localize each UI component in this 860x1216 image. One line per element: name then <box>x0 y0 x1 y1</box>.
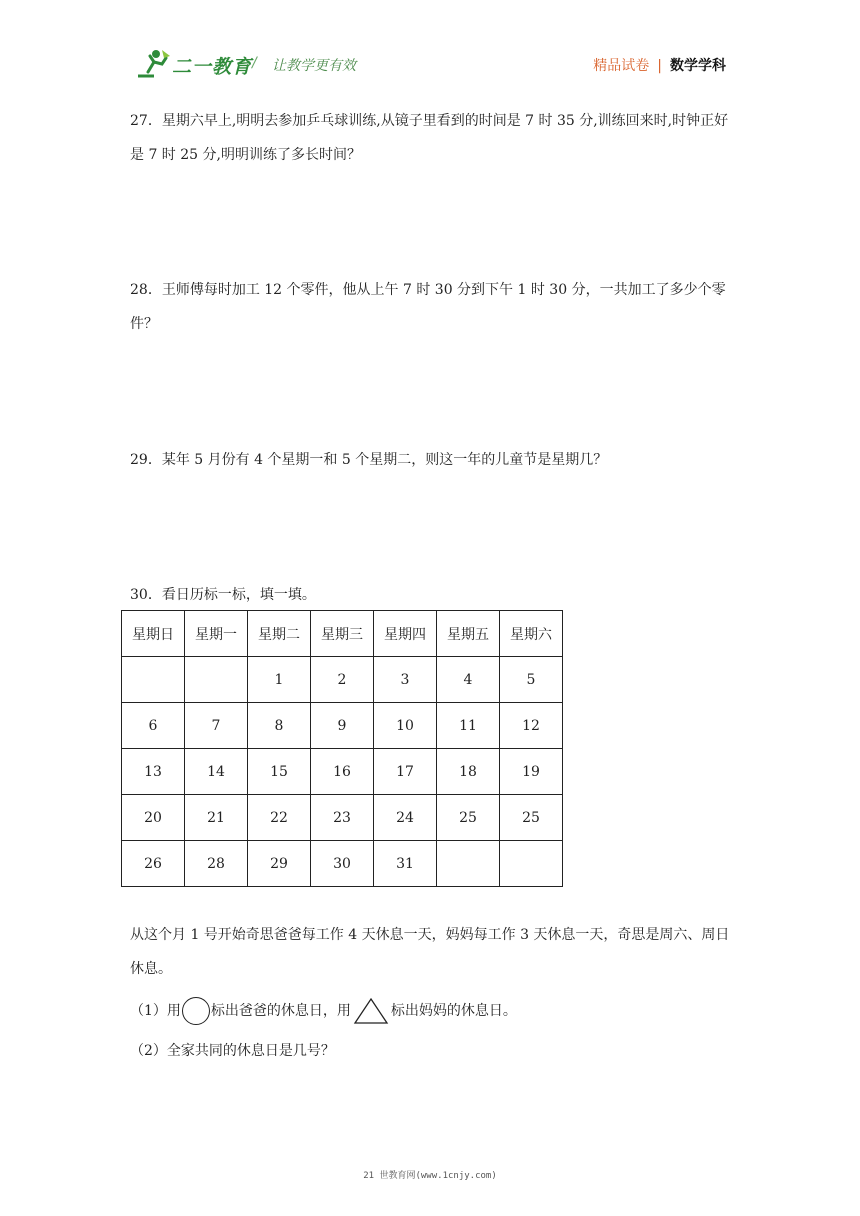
calendar-day-cell: 30 <box>311 841 374 887</box>
calendar-day-cell: 11 <box>437 703 500 749</box>
header-separator: | <box>657 58 662 74</box>
calendar-day-cell <box>122 657 185 703</box>
weekday-header: 星期二 <box>248 611 311 657</box>
calendar-week-row <box>122 841 563 887</box>
calendar-day-cell: 25 <box>437 795 500 841</box>
q30-part1-middle: 标出爸爸的休息日，用 <box>210 1003 351 1019</box>
calendar-day-cell: 19 <box>500 749 563 795</box>
calendar-day-cell: 15 <box>248 749 311 795</box>
q30-part1 <box>130 996 517 1026</box>
weekday-header: 星期三 <box>311 611 374 657</box>
calendar-day-cell: 2 <box>311 657 374 703</box>
question-27: 27．星期六早上,明明去参加乒乓球训练,从镜子里看到的时间是 7 时 35 分,训练回来时,时钟正好是 7 时 25 分,明明训练了多长时间？ <box>130 113 729 163</box>
calendar-day-cell: 29 <box>248 841 311 887</box>
header-slogan: 让教学更有效 <box>272 58 356 74</box>
calendar-day-cell: 20 <box>122 795 185 841</box>
calendar-table <box>121 610 563 887</box>
calendar-day-cell: 6 <box>122 703 185 749</box>
calendar-day-cell: 9 <box>311 703 374 749</box>
q30-part1-prefix: （1）用 <box>130 1003 181 1019</box>
calendar-week-row <box>122 749 563 795</box>
question-28: 28．王师傅每时加工 12 个零件，他从上午 7 时 30 分到下午 1 时 30 分，一共加工了多少个零件？ <box>130 282 726 332</box>
calendar-day-cell: 26 <box>122 841 185 887</box>
header-label-quality: 精品试卷 <box>593 58 650 74</box>
question-29: 29．某年 5 月份有 4 个星期一和 5 个星期二，则这一年的儿童节是星期几？ <box>130 452 608 468</box>
weekday-header: 星期日 <box>122 611 185 657</box>
calendar-day-cell: 21 <box>185 795 248 841</box>
header-right <box>593 55 726 75</box>
calendar-day-cell: 24 <box>374 795 437 841</box>
calendar-day-cell: 8 <box>248 703 311 749</box>
header-label-subject: 数学学科 <box>670 58 726 74</box>
calendar-day-cell: 14 <box>185 749 248 795</box>
calendar-day-cell: 1 <box>248 657 311 703</box>
weekday-header: 星期五 <box>437 611 500 657</box>
triangle-mark-icon <box>353 997 389 1025</box>
header-slash: / <box>252 55 257 71</box>
calendar-week-row <box>122 795 563 841</box>
calendar-day-cell: 10 <box>374 703 437 749</box>
calendar-day-cell: 7 <box>185 703 248 749</box>
q30-description: 从这个月 1 号开始奇思爸爸每工作 4 天休息一天，妈妈每工作 3 天休息一天，奇思是周六、周日休息。 <box>130 927 730 977</box>
calendar-day-cell: 25 <box>500 795 563 841</box>
page-footer: 21 世教育网(www.1cnjy.com) <box>363 1171 497 1181</box>
calendar-day-cell <box>185 657 248 703</box>
calendar-day-cell <box>500 841 563 887</box>
calendar-day-cell: 12 <box>500 703 563 749</box>
calendar-day-cell: 16 <box>311 749 374 795</box>
calendar-day-cell: 22 <box>248 795 311 841</box>
question-30: 30．看日历标一标，填一填。 <box>130 587 316 603</box>
calendar-day-cell: 31 <box>374 841 437 887</box>
weekday-header: 星期六 <box>500 611 563 657</box>
q30-part2: （2）全家共同的休息日是几号？ <box>130 1043 335 1059</box>
calendar-day-cell: 3 <box>374 657 437 703</box>
calendar-header-row <box>122 611 563 657</box>
circle-mark-icon <box>182 997 210 1025</box>
page-header <box>0 0 860 90</box>
calendar-week-row <box>122 657 563 703</box>
calendar-day-cell: 28 <box>185 841 248 887</box>
calendar-day-cell: 23 <box>311 795 374 841</box>
calendar-day-cell <box>437 841 500 887</box>
calendar-day-cell: 13 <box>122 749 185 795</box>
calendar-week-row <box>122 703 563 749</box>
calendar-day-cell: 17 <box>374 749 437 795</box>
q30-part1-suffix: 标出妈妈的休息日。 <box>390 1003 517 1019</box>
calendar-day-cell: 5 <box>500 657 563 703</box>
weekday-header: 星期一 <box>185 611 248 657</box>
calendar-day-cell: 4 <box>437 657 500 703</box>
calendar-day-cell: 18 <box>437 749 500 795</box>
weekday-header: 星期四 <box>374 611 437 657</box>
logo-text: 二一教育 <box>172 56 253 78</box>
